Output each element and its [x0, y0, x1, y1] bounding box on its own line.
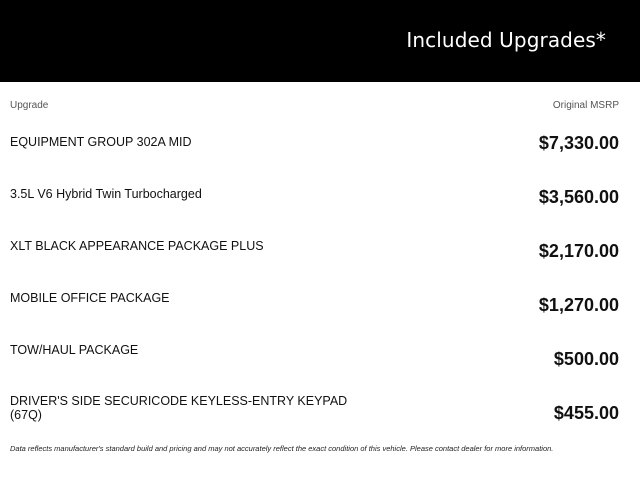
upgrade-name: DRIVER'S SIDE SECURICODE KEYLESS-ENTRY KEYPAD (67Q): [10, 394, 348, 422]
table-row: [10, 394, 619, 438]
upgrade-price: $3,560.00: [538, 187, 619, 207]
table-row: [10, 239, 619, 283]
upgrade-price: $455.00: [553, 403, 619, 423]
upgrade-price: $2,170.00: [538, 241, 619, 261]
upgrade-name: EQUIPMENT GROUP 302A MID: [10, 135, 192, 149]
header-banner: [0, 0, 640, 82]
table-row: [10, 187, 619, 231]
upgrade-name: 3.5L V6 Hybrid Twin Turbocharged: [10, 187, 202, 201]
page-title: Included Upgrades*: [406, 28, 606, 52]
upgrade-price: $7,330.00: [538, 133, 619, 153]
upgrade-column-header: Upgrade: [10, 100, 49, 111]
upgrade-name: XLT BLACK APPEARANCE PACKAGE PLUS: [10, 239, 264, 253]
upgrade-price: $500.00: [553, 349, 619, 369]
table-row: [10, 291, 619, 335]
upgrade-name: MOBILE OFFICE PACKAGE: [10, 291, 170, 305]
upgrade-price: $1,270.00: [538, 295, 619, 315]
table-row: [10, 343, 619, 387]
msrp-column-header: Original MSRP: [552, 100, 619, 111]
upgrade-name: TOW/HAUL PACKAGE: [10, 343, 139, 357]
disclaimer-text: Data reflects manufacturer's standard build and pricing and may not accurately reflect the exact condition of this vehicle. Please contact dealer for more information.: [10, 444, 554, 453]
table-row: [10, 135, 619, 179]
